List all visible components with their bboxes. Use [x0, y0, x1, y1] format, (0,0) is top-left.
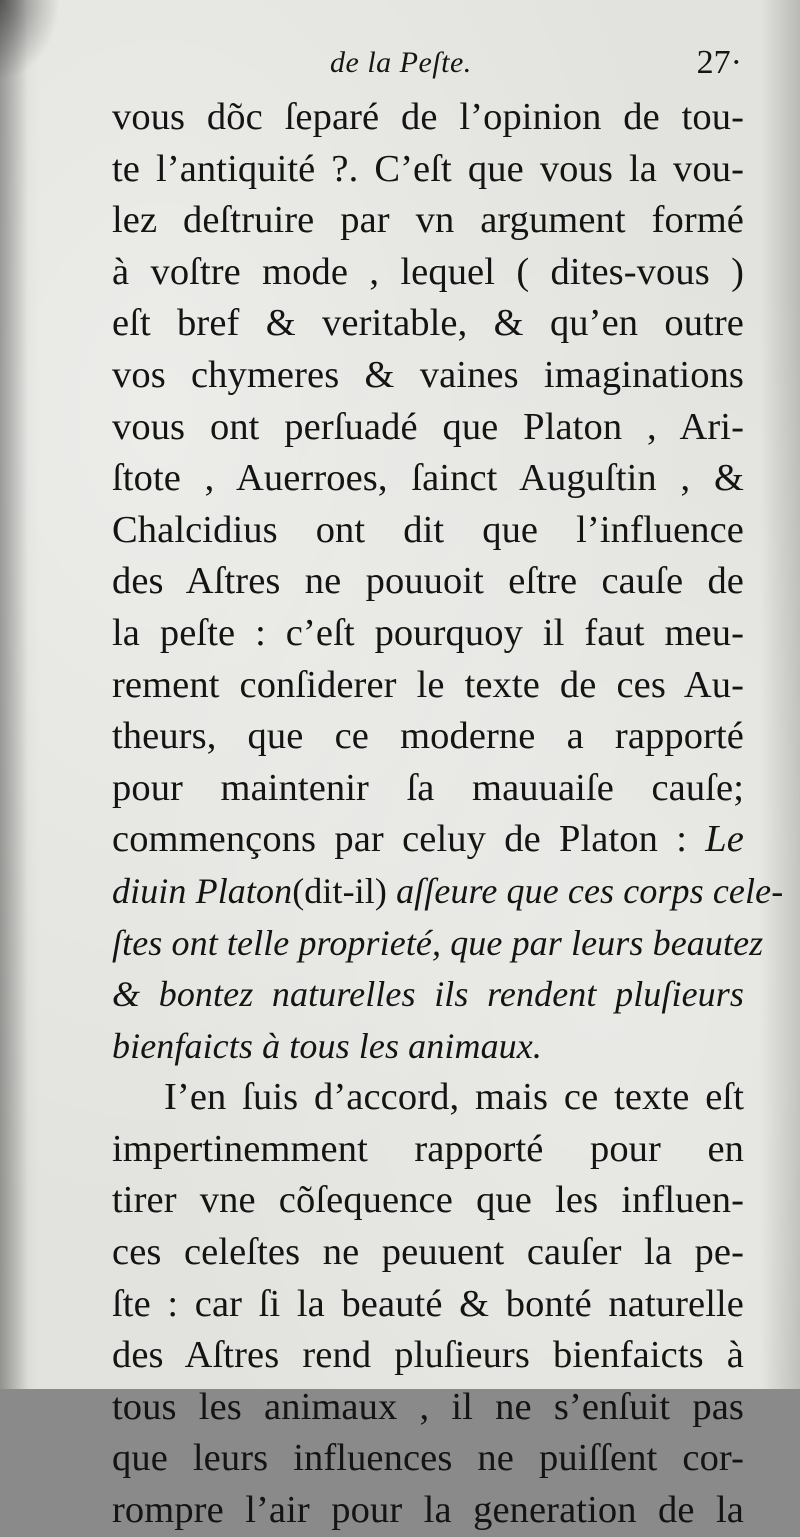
body-text [112, 92, 784, 1537]
italic-run: diuin Platon [112, 870, 293, 911]
italic-run: aſſeure que ces corps cele- [396, 870, 784, 911]
running-head: de la Peſte. [330, 46, 472, 79]
paragraph-first-line: I’en ſuis d’accord, mais ce texte eſt [164, 1076, 744, 1119]
text-line: impertinemment rapporté pour en [112, 1127, 744, 1170]
text-line: ces celeſtes ne peuuent cauſer la pe- [112, 1231, 744, 1274]
text-line-mixed [112, 866, 784, 918]
quote-line: bienfaicts à tous les animaux. [112, 1025, 542, 1066]
text-line: des Aſtres ne pouuoit eſtre cauſe de [112, 560, 744, 603]
roman-run: commençons par celuy de Platon : [112, 818, 706, 861]
italic-run: Le [705, 818, 744, 861]
text-line: vos chymeres & vaines imaginations [112, 353, 744, 396]
text-line: vous ont perſuadé que Platon , Ari- [112, 405, 744, 448]
quote-line: ſtes ont telle proprieté, que par leurs beautez [112, 922, 764, 963]
text-line: rement conſiderer le texte de ces Au- [112, 663, 744, 706]
gutter-shadow [0, 0, 28, 1389]
text-line: tirer vne cõſequence que les influen- [112, 1179, 744, 1222]
quote-line: & bontez naturelles ils rendent pluſieurs [112, 974, 744, 1015]
roman-run: (dit-il) [292, 870, 397, 911]
text-line: ſtote , Auerroes, ſainct Auguſtin , & [112, 457, 744, 500]
text-line: vous dõc ſeparé de l’opinion de tou- [112, 96, 744, 138]
text-line: la peſte : c’eſt pourquoy il faut meu- [112, 611, 744, 654]
corner-smudge [0, 0, 60, 80]
text-line: à voſtre mode , lequel ( dites-vous ) [112, 250, 744, 293]
text-line: te l’antiquité ?. C’eſt que vous la vou- [112, 147, 744, 190]
text-line: theurs, que ce moderne a rapporté [112, 715, 744, 758]
text-line: tous les animaux , il ne s’enſuit pas [112, 1385, 744, 1428]
text-line: pour maintenir ſa mauuaiſe cauſe; [112, 766, 744, 809]
page-header [110, 44, 750, 88]
text-line: rompre l’air pour la generation de la [112, 1489, 744, 1532]
text-line: des Aſtres rend pluſieurs bienfaicts à [112, 1334, 744, 1377]
page-number: 27· [696, 44, 742, 81]
text-line: Chalcidius ont dit que l’influence [112, 508, 744, 551]
text-line: eſt bref & veritable, & qu’en outre [112, 302, 744, 345]
text-line-mixed [112, 814, 744, 866]
text-line: que leurs influences ne puiſſent cor- [112, 1437, 744, 1480]
text-line: ſte : car ſi la beauté & bonté naturelle [112, 1282, 744, 1325]
text-line: lez deſtruire par vn argument formé [112, 199, 744, 242]
